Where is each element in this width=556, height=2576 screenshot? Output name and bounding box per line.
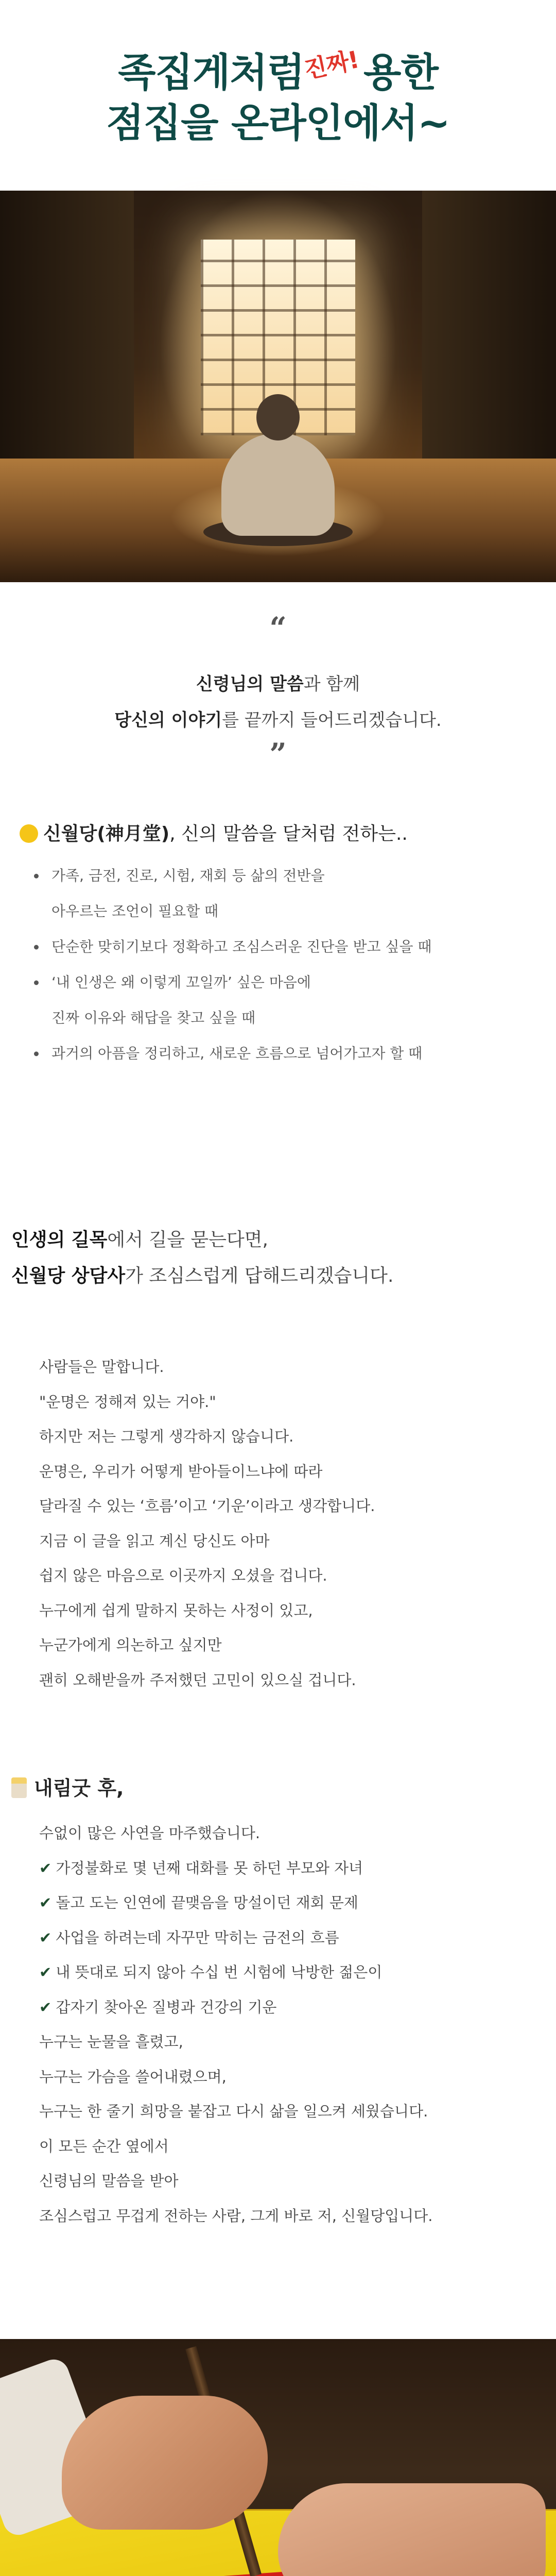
hero-title-accent: 진짜! (301, 45, 361, 84)
guide-line1-rest: 에서 길을 묻는다면, (107, 1229, 268, 1250)
intro-list (31, 858, 556, 1071)
intro-item-text: 과거의 아픔을 정리하고, 새로운 흐름으로 넘어가고자 할 때 (51, 1045, 423, 1062)
naerimgut-intro: 수없이 많은 사연을 마주했습니다. (39, 1824, 260, 1842)
naerimgut-section (0, 1772, 556, 2339)
quote-line1-bold: 신령님의 말씀 (196, 674, 304, 694)
quote-line2-bold: 당신의 이야기 (114, 710, 222, 731)
story-line: 쉽지 않은 마음으로 이곳까지 오셨을 겁니다. (39, 1567, 327, 1584)
quote-line1 (0, 670, 556, 695)
naerimgut-line: 신령님의 말씀을 받아 (39, 2172, 179, 2190)
intro-item (46, 858, 556, 929)
naerimgut-lines (39, 1816, 433, 2233)
case-item-text: 돌고 도는 인연에 끝맺음을 망설이던 재회 문제 (56, 1894, 358, 1911)
guide-line1-bold: 인생의 길목 (11, 1229, 108, 1250)
intro-item-text: ‘내 인생은 왜 이렇게 꼬일까’ 싶은 마음에 (51, 974, 311, 991)
case-item (39, 1851, 433, 1886)
case-item-text: 가정불화로 몇 년째 대화를 못 하던 부모와 자녀 (56, 1859, 363, 1877)
naerimgut-heading-text: 내림굿 후, (34, 1777, 124, 1800)
open-quote-mark: “ (269, 611, 287, 646)
photo-hand-right (278, 2483, 546, 2576)
guide-line2-bold: 신월당 상담사 (11, 1265, 126, 1286)
case-item (39, 1886, 433, 1921)
check-icon: ✔ (39, 1859, 52, 1877)
intro-item-text: 단순한 맞히기보다 정확하고 조심스러운 진단을 받고 싶을 때 (51, 938, 432, 955)
calligraphy-photo (0, 2339, 556, 2576)
story-line: 지금 이 글을 읽고 계신 당신도 아마 (39, 1532, 270, 1550)
guide-section (0, 1206, 556, 1334)
intro-heading (20, 819, 408, 845)
case-item (39, 1955, 433, 1990)
check-icon: ✔ (39, 1998, 52, 2016)
photo-person-head (256, 394, 300, 440)
naerimgut-line: 조심스럽고 무겁게 전하는 사람, 그게 바로 저, 신월당입니다. (39, 2207, 433, 2225)
hero-title-line2: 점집을 온라인에서~ (106, 100, 450, 146)
case-item (39, 1990, 433, 2025)
naerimgut-line: 누구는 한 줄기 희망을 붙잡고 다시 삶을 일으켜 세웠습니다. (39, 2103, 428, 2120)
naerimgut-line: 누구는 눈물을 흘렸고, (39, 2033, 183, 2050)
story-line: 누구에게 쉽게 말하지 못하는 사정이 있고, (39, 1601, 313, 1619)
intro-heading-rest: , 신의 말씀을 달처럼 전하는.. (169, 823, 408, 844)
check-icon: ✔ (39, 1894, 52, 1911)
guide-line2-rest: 가 조심스럽게 답해드리겠습니다. (125, 1265, 394, 1286)
photo-hand-left (62, 2396, 268, 2530)
candle-icon (11, 1777, 27, 1798)
case-item-text: 사업을 하려는데 자꾸만 막히는 금전의 흐름 (56, 1928, 339, 1946)
intro-heading-bold: 신월당(神月堂) (43, 823, 170, 844)
intro-item (46, 1036, 556, 1071)
intro-item (46, 929, 556, 964)
quote-line2 (0, 706, 556, 731)
story-line: "운명은 정해져 있는 거야." (39, 1393, 216, 1411)
story-line: 누군가에게 의논하고 싶지만 (39, 1636, 222, 1654)
intro-item-text-cont: 진짜 이유와 해답을 찾고 싶을 때 (51, 1009, 256, 1026)
case-item-text: 내 뜻대로 되지 않아 수십 번 시험에 낙방한 젊은이 (56, 1963, 383, 1981)
story-line: 사람들은 말합니다. (39, 1358, 164, 1376)
intro-item-text-cont: 아우르는 조언이 필요할 때 (51, 903, 219, 920)
case-item-text: 갑자기 찾아온 질병과 건강의 기운 (56, 1998, 277, 2016)
hero-section (0, 0, 556, 191)
photo-person-body (221, 433, 335, 536)
naerimgut-line: 누구는 가슴을 쓸어내렸으며, (39, 2067, 227, 2086)
quote-line2-rest: 를 끝까지 들어드리겠습니다. (222, 710, 442, 731)
quote-section (0, 582, 556, 809)
naerimgut-line: 이 모든 순간 옆에서 (39, 2137, 169, 2155)
intro-section (0, 809, 556, 1206)
story-line: 운명은, 우리가 어떻게 받아들이느냐에 따라 (39, 1462, 323, 1480)
story-lines (39, 1350, 375, 1698)
guide-line2 (11, 1261, 393, 1287)
hero-title-word2: 용한 (363, 49, 438, 95)
close-quote-mark: ” (269, 737, 287, 772)
meditation-photo (0, 191, 556, 582)
story-section (0, 1334, 556, 1772)
check-icon: ✔ (39, 1928, 52, 1946)
hero-title-line1 (0, 41, 556, 97)
story-line: 달라질 수 있는 ‘흐름’이고 ‘기운’이라고 생각합니다. (39, 1497, 375, 1515)
hero-title-word1: 족집게처럼 (118, 49, 305, 95)
check-icon: ✔ (39, 1963, 52, 1981)
quote-line1-rest: 과 함께 (303, 674, 360, 694)
naerimgut-heading (11, 1772, 124, 1801)
story-line: 하지만 저는 그렇게 생각하지 않습니다. (39, 1428, 294, 1445)
intro-item-text: 가족, 금전, 진로, 시험, 재회 등 삶의 전반을 (51, 867, 325, 884)
intro-item (46, 964, 556, 1036)
story-line: 괜히 오해받을까 주저했던 고민이 있으실 겁니다. (39, 1671, 356, 1689)
guide-line1 (11, 1225, 268, 1251)
moon-icon (20, 824, 38, 843)
case-item (39, 1921, 433, 1956)
